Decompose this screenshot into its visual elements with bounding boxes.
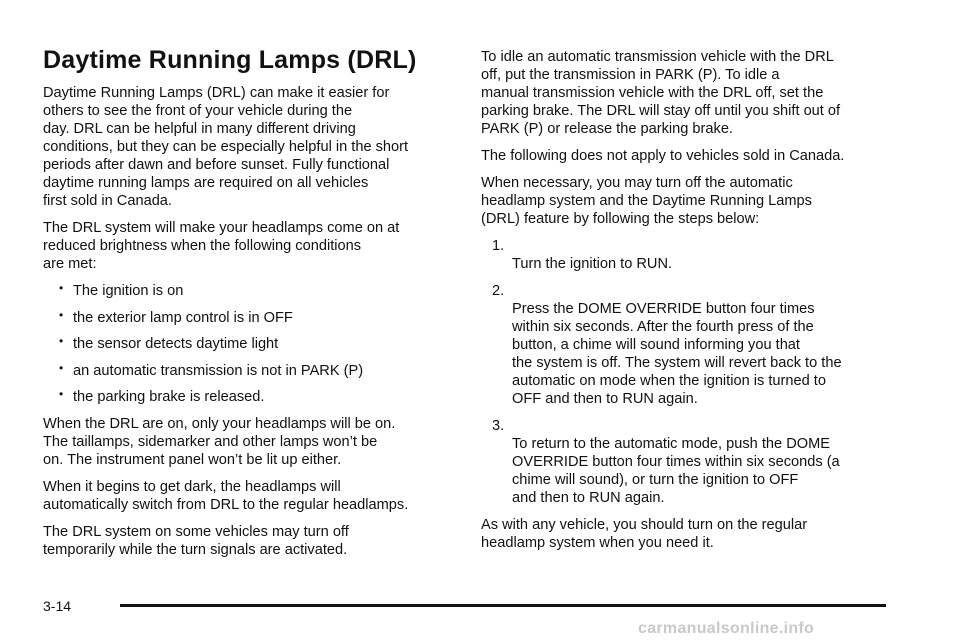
step-number: 3.: [492, 418, 505, 434]
list-item: • the sensor detects daytime light: [59, 335, 455, 353]
step-number: 1.: [492, 238, 505, 254]
drl-intro-paragraph: Daytime Running Lamps (DRL) can make it easier for others to see the front of your vehicle during the day. DRL can be helpful in many different driving conditions, but they can be especially helpful in the short periods after dawn and before sunset. Fully functional daytime running lamps are required on all vehicles first sold in Canada.: [43, 85, 409, 209]
list-item: • an automatic transmission is not in PARK (P): [59, 362, 455, 380]
idle-paragraph: To idle an automatic transmission vehicle with the DRL off, put the transmission in PARK (P). To idle a manual transmission vehicle with the DRL off, set the parking brake. The DRL will stay off until you shift out of PARK (P) or release the parking brake.: [481, 49, 841, 137]
left-column: [43, 0, 455, 568]
drl-on-paragraph: When the DRL are on, only your headlamps will be on. The taillamps, sidemarker and other lamps won’t be on. The instrument panel won’t be lit up either.: [43, 416, 396, 468]
list-item: • the parking brake is released.: [59, 388, 455, 406]
watermark: carmanualsonline.info: [638, 620, 815, 637]
canada-note-paragraph: The following does not apply to vehicles sold in Canada.: [481, 148, 845, 164]
steps-list: [481, 237, 901, 507]
regular-headlamp-paragraph: As with any vehicle, you should turn on the regular headlamp system when you need it.: [481, 517, 808, 551]
turn-off-paragraph: When necessary, you may turn off the automatic headlamp system and the Daytime Running Lamps (DRL) feature by following the steps below:: [481, 175, 812, 227]
right-column: [481, 0, 901, 561]
step-number: 2.: [492, 283, 505, 299]
list-item: [481, 282, 901, 408]
drl-conditions-paragraph: The DRL system will make your headlamps come on at reduced brightness when the following conditions are met:: [43, 220, 400, 272]
list-item: [481, 237, 901, 273]
step-text: Press the DOME OVERRIDE button four times within six seconds. After the fourth press of the button, a chime will sound informing you that the system is off. The system will revert back to the automatic on mode when the ignition is turned to OFF and then to RUN again.: [512, 301, 842, 407]
list-item: • The ignition is on: [59, 282, 455, 300]
section-title: Daytime Running Lamps (DRL): [43, 46, 417, 74]
conditions-list: [43, 282, 455, 406]
footer-divider: [120, 604, 886, 607]
step-text: To return to the automatic mode, push the DOME OVERRIDE button four times within six seconds (a chime will sound), or turn the ignition to OFF and then to RUN again.: [512, 436, 840, 506]
page-number: 3-14: [43, 598, 72, 614]
list-item: [481, 417, 901, 507]
list-item: • the exterior lamp control is in OFF: [59, 309, 455, 327]
step-text: Turn the ignition to RUN.: [512, 256, 673, 272]
dark-switch-paragraph: When it begins to get dark, the headlamps will automatically switch from DRL to the regular headlamps.: [43, 479, 409, 513]
turn-signal-paragraph: The DRL system on some vehicles may turn off temporarily while the turn signals are activated.: [43, 524, 349, 558]
